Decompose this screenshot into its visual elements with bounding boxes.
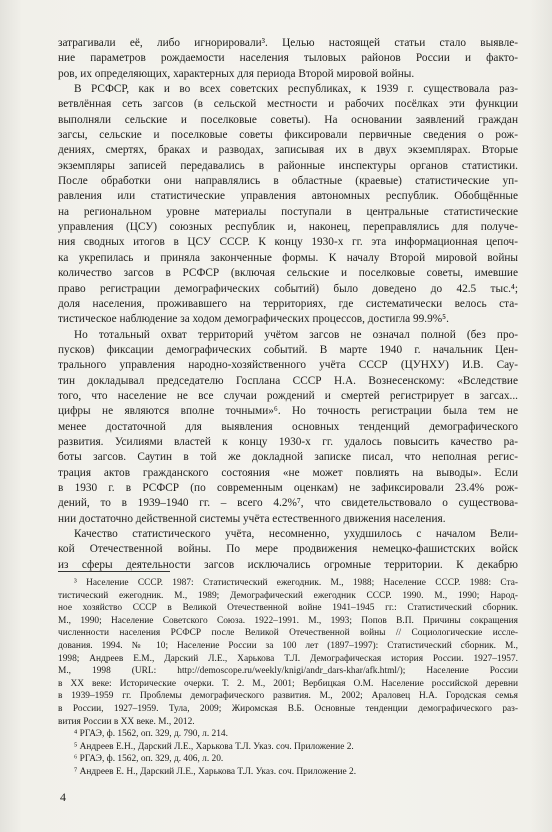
text-line: Но тотальный охват территорий учётом загсов не означал полной (без про- [74, 328, 518, 341]
footnote [58, 741, 518, 754]
footnote-divider [58, 571, 170, 572]
footnote-line: 1998; Андреев Е.М., Дарский Л.Е., Харькова Т.Л. Демографическая история России. 1927–1957. [58, 653, 518, 664]
footnote-line: дования. 1994. № 10; Население России за 100 лет (1897–1997): Статистический сборник. М., [58, 640, 518, 651]
text-line: в 1930 г. в РСФСР (по современным оценкам) не зафиксировали 23.4% рож- [58, 481, 518, 494]
text-line: трального управления народно-хозяйственного учёта СССР (ЦУНХУ) И.В. Сау- [58, 359, 518, 372]
text-line: экземпляры записей передавались в районные инспектуры органов статистики. [58, 159, 518, 172]
footnote [58, 577, 518, 728]
text-line: право регистрации демографических событий) было доведено до 42.5 тыс.⁴; [58, 282, 518, 295]
footnote-line: ное хозяйство СССР в Великой Отечественной войне 1941–1945 гг.: Статистический сборник. [58, 603, 518, 614]
text-line: дениях, смертях, браках и разводах, записывая их в двух экземплярах. Вторые [58, 144, 518, 157]
text-line: В РСФСР, как и во всех советских республиках, к 1939 г. существовала раз- [74, 83, 518, 96]
footnote-line: ⁷ Андреев Е. Н., Дарский Л.Е., Харькова Т.Л. Указ. соч. Приложение 2. [74, 766, 357, 777]
footnote-line: численности населения РСФСР после Великой Отечественной войны // Социологические иссле- [58, 628, 518, 639]
footnote [58, 753, 518, 766]
text-line: нии достаточно действенной системы учёта естественного движения населения. [58, 512, 446, 525]
page-number: 4 [60, 790, 66, 804]
footnote-line: в XX веке: Исторические очерки. Т. 2. М., 2001; Вербицкая О.М. Население российской деревни [58, 678, 518, 689]
paragraph [58, 527, 518, 573]
paragraph [58, 328, 518, 527]
footnote-line: ³ Население СССР. 1987: Статистический ежегодник. М., 1988; Население СССР. 1988: Ста- [74, 578, 518, 588]
footnote-line: тистический ежегодник. М., 1989; Демографический ежегодник СССР. 1990. М., 1990; Народ- [58, 590, 518, 601]
footnotes [58, 577, 518, 779]
footnote-line: вития России в XX веке. М., 2012. [58, 716, 195, 727]
text-line: трация актов гражданского состояния «не может повлиять на выводы». Если [58, 466, 518, 479]
text-line: управления (ЦСУ) союзных республик и, наконец, переправлялись для получе- [58, 221, 518, 234]
text-line: дений, то в 1939–1940 гг. – всего 4.2%⁷, что свидетельствовало о существова- [58, 497, 518, 510]
paragraph [58, 82, 518, 328]
footnote-line: ⁴ РГАЭ, ф. 1562, оп. 329, д. 790, л. 214. [74, 729, 228, 740]
footnote-line: ⁶ РГАЭ, ф. 1562, оп. 329, д. 406, л. 20. [74, 754, 224, 765]
text-line: кой Отечественной войны. По мере продвижения немецко-фашистских войск [58, 543, 518, 556]
text-line: из сферы деятельности загсов исключались огромные территории. К декабрю [58, 558, 518, 571]
text-line: ния сводных итогов в ЦСУ СССР. К концу 1930-х гг. эта информационная цепоч- [58, 236, 518, 249]
footnote-line: М., 1998 (URL: http://demoscope.ru/weekly/knigi/andr_dars-khar/afk.html/); Население России [58, 666, 518, 677]
text-line: ров, их определяющих, характерных для периода Второй мировой войны. [58, 67, 415, 80]
footnote-line: в России, 1927–1959. Тула, 2009; Жиромская В.Б. Основные тенденции демографического раз- [58, 703, 518, 714]
text-line: того, что население не все случаи рождений и смертей регистрирует в загсах... [58, 389, 518, 402]
text-line: Качество статистического учёта, несомненно, ухудшилось с началом Вели- [74, 528, 518, 540]
footnote [58, 728, 518, 741]
text-line: выполняли сельские и поселковые советы). На основании заявлений граждан [58, 113, 518, 126]
text-line: ветвлённая сеть загсов (в сельской местности и рабочих посёлках эти функции [58, 98, 518, 111]
text-line: загсы, сельские и поселковые советы фиксировали первичные сведения о рож- [58, 129, 518, 142]
text-line: тистическое наблюдение за ходом демографических процессов, достигла 99.9%⁵. [58, 313, 449, 326]
main-text [58, 36, 518, 573]
text-line: затрагивали её, либо игнорировали³. Целью настоящей статьи стало выявле- [58, 37, 518, 49]
footnote-line: М., 1990; Население Советского Союза. 1922–1991. М., 1993; Попов В.П. Причины сокращения [58, 615, 518, 626]
text-line: ние параметров рождаемости населения тыловых районов России и факто- [58, 52, 518, 65]
text-line: менее достаточной для выявления основных тенденций демографического [58, 420, 518, 433]
text-line: ка укрепилась и приняла законченные формы. К началу Второй мировой войны [58, 251, 518, 264]
text-line: на региональном уровне материалы поступали в центральные статистические [58, 205, 518, 218]
footnote-line: в 1939–1959 гг. Проблемы демографического развития. М., 2002; Араловец Н.А. Городская семья [58, 691, 518, 702]
text-line: пусков) фиксации демографических событий. В марте 1940 г. начальник Цен- [58, 343, 518, 356]
footnote [58, 766, 518, 779]
footnote-line: ⁵ Андреев Е.Н., Дарский Л.Е., Харькова Т.Л. Указ. соч. Приложение 2. [74, 741, 354, 752]
text-line: развития. Усилиями властей к концу 1930-х гг. удалось повысить качество ра- [58, 435, 518, 448]
text-line: тин докладывал председателю Госплана СССР Н.А. Вознесенскому: «Вследствие [58, 374, 518, 387]
text-line: После обработки они направлялись в областные (краевые) статистические уп- [58, 175, 518, 188]
paragraph [58, 36, 518, 82]
text-line: количество загсов в РСФСР (включая сельские и поселковые советы, имевшие [58, 267, 518, 280]
text-line: доля населения, проживавшего на территориях, где систематически велось ста- [58, 297, 518, 310]
text-line: равления или статистические управления автономных республик. Обобщённые [58, 190, 518, 203]
text-line: цифры не являются вполне точными»⁶. Но точность регистрации была тем не [58, 405, 518, 418]
text-line: боты загсов. Саутин в той же докладной записке писал, что неполная регис- [58, 451, 518, 464]
